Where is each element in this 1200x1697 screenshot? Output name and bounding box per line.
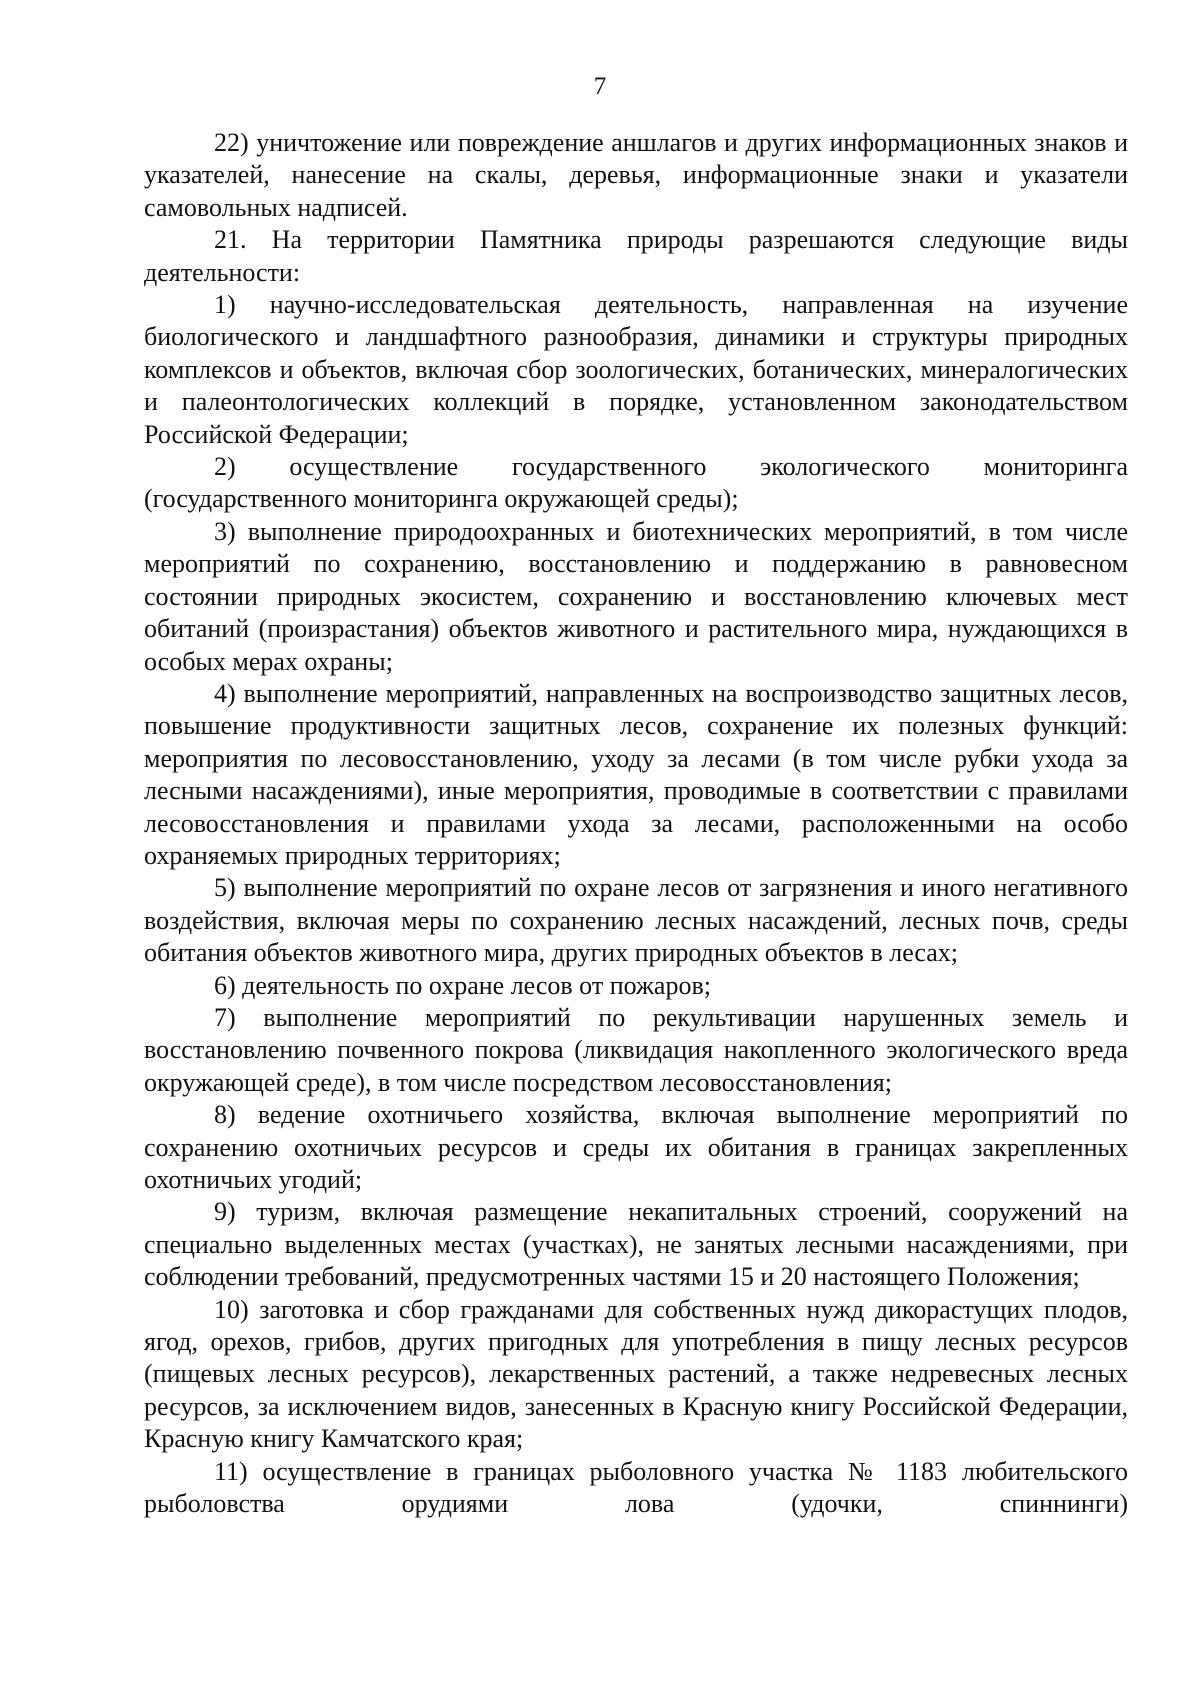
paragraph-item-11: 11) осуществление в границах рыболовного участка № 1183 любительского рыболовства орудиями лова (удочки, спиннинги) xyxy=(144,1456,1128,1519)
paragraph-item-9: 9) туризм, включая размещение некапитальных строений, сооружений на специально выделенных местах (участках), не занятых лесными насаждениями, при соблюдении требований, предусмотренных частями 15 и 20 настоящего Положения; xyxy=(144,1197,1128,1292)
paragraph-item-6: 6) деятельность по охране лесов от пожаров; xyxy=(214,970,711,1000)
paragraph-item-2: 2) осуществление государственного экологического мониторинга (государственного мониторинга окружающей среды); xyxy=(144,452,1128,514)
paragraph-item-5: 5) выполнение мероприятий по охране лесов от загрязнения и иного негативного воздействия, включая меры по сохранению лесных насаждений, лесных почв, среды обитания объектов животного мира, других природных объектов в лесах; xyxy=(144,873,1128,968)
paragraph-item-22: 22) уничтожение или повреждение аншлагов и других информационных знаков и указателей, нанесение на скалы, деревья, информационные знаки и указатели самовольных надписей. xyxy=(144,128,1128,222)
paragraph-item-1: 1) научно-исследовательская деятельность, направленная на изучение биологического и ландшафтного разнообразия, динамики и структуры природных комплексов и объектов, включая сбор зоологических, ботанических, минералогических и палеонтологических коллекций в порядке, установленном законодательством Российской Федерации; xyxy=(144,290,1128,449)
paragraph-item-10: 10) заготовка и сбор гражданами для собственных нужд дикорастущих плодов, ягод, орехов, грибов, других пригодных для употребления в пищу лесных ресурсов (пищевых лесных ресурсов), лекарственных растений, а также недревесных лесных ресурсов, за исключением видов, занесенных в Красную книгу Российской Федерации, Красную книгу Камчатского края; xyxy=(144,1294,1128,1454)
paragraph-item-3: 3) выполнение природоохранных и биотехнических мероприятий, в том числе мероприятий по сохранению, восстановлению и поддержанию в равновесном состоянии природных экосистем, сохранению и восстановлению ключевых мест обитаний (произрастания) объектов животного и растительного мира, нуждающихся в особых мерах охраны; xyxy=(144,516,1128,676)
page-number: 7 xyxy=(593,73,607,100)
paragraph-section-21: 21. На территории Памятника природы разрешаются следующие виды деятельности: xyxy=(144,225,1128,287)
paragraph-item-4: 4) выполнение мероприятий, направленных на воспроизводство защитных лесов, повышение продуктивности защитных лесов, сохранение их полезных функций: мероприятия по лесовосстановлению, уходу за лесами (в том числе рубки ухода за лесными насаждениями), иные мероприятия, проводимые в соответствии с правилами лесовосстановления и правилами ухода за лесами, расположенными на особо охраняемых природных территориях; xyxy=(144,678,1128,870)
paragraph-item-8: 8) ведение охотничьего хозяйства, включая выполнение мероприятий по сохранению охотничьих ресурсов и среды их обитания в границах закрепленных охотничьих угодий; xyxy=(144,1100,1128,1194)
paragraph-item-7: 7) выполнение мероприятий по рекультивации нарушенных земель и восстановлению почвенного покрова (ликвидация накопленного экологического вреда окружающей среде), в том числе посредством лесовосстановления; xyxy=(144,1002,1128,1097)
document-body xyxy=(144,127,1128,1520)
